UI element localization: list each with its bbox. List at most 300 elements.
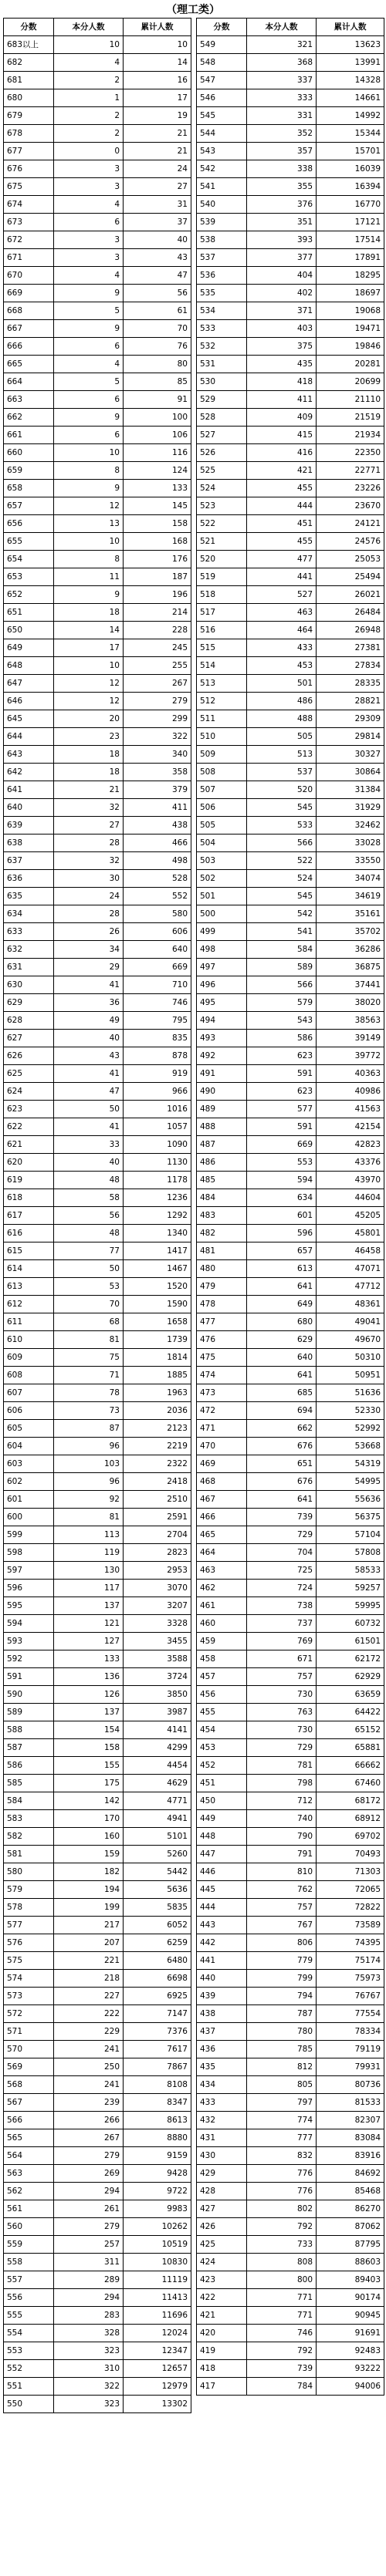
count-cell: 28 [54, 835, 124, 852]
table-row [197, 1349, 384, 1367]
score-cell: 524 [197, 480, 247, 497]
cumulative-cell: 40986 [317, 1083, 384, 1101]
table-row [197, 302, 384, 320]
score-cell: 553 [4, 2342, 54, 2360]
table-row [197, 2005, 384, 2023]
cumulative-cell: 4141 [124, 1721, 191, 1739]
score-cell: 443 [197, 1917, 247, 1934]
cumulative-cell: 26484 [317, 604, 384, 622]
count-cell: 451 [247, 515, 317, 533]
score-cell: 577 [4, 1917, 54, 1934]
cumulative-cell: 322 [124, 728, 191, 746]
cumulative-cell: 83084 [317, 2129, 384, 2147]
table-row [4, 1899, 191, 1917]
table-row [4, 2396, 191, 2413]
count-cell: 33 [54, 1136, 124, 1154]
table-row [4, 2271, 191, 2289]
count-cell: 433 [247, 639, 317, 657]
table-row [4, 1189, 191, 1207]
table-row [197, 1420, 384, 1438]
cumulative-cell: 45205 [317, 1207, 384, 1225]
cumulative-cell: 710 [124, 976, 191, 994]
table-row [197, 249, 384, 267]
cumulative-cell: 44604 [317, 1189, 384, 1207]
score-cell: 613 [4, 1278, 54, 1296]
table-row [197, 2165, 384, 2183]
cumulative-cell: 5260 [124, 1846, 191, 1863]
table-row [4, 1242, 191, 1260]
table-row [197, 1384, 384, 1402]
cumulative-cell: 2036 [124, 1402, 191, 1420]
score-cell: 461 [197, 1597, 247, 1615]
table-row [197, 409, 384, 427]
table-row [197, 941, 384, 959]
score-cell: 534 [197, 302, 247, 320]
score-cell: 596 [4, 1580, 54, 1597]
score-cell: 418 [197, 2360, 247, 2378]
score-cell: 541 [197, 178, 247, 196]
table-row [4, 852, 191, 870]
count-cell: 8 [54, 551, 124, 568]
table-row [4, 2342, 191, 2360]
table-row [197, 888, 384, 905]
count-cell: 533 [247, 817, 317, 835]
cumulative-cell: 33550 [317, 852, 384, 870]
count-cell: 781 [247, 1757, 317, 1775]
count-cell: 34 [54, 941, 124, 959]
count-cell: 776 [247, 2183, 317, 2200]
score-cell: 592 [4, 1650, 54, 1668]
table-row [197, 338, 384, 356]
table-row [4, 196, 191, 214]
score-cell: 496 [197, 976, 247, 994]
table-row [197, 1331, 384, 1349]
count-cell: 289 [54, 2271, 124, 2289]
table-row [197, 1704, 384, 1721]
score-cell: 487 [197, 1136, 247, 1154]
score-cell: 542 [197, 160, 247, 178]
table-row [197, 994, 384, 1012]
score-cell: 440 [197, 1970, 247, 1988]
table-row [4, 2200, 191, 2218]
cumulative-cell: 29309 [317, 710, 384, 728]
table-row [197, 1721, 384, 1739]
count-cell: 28 [54, 905, 124, 923]
cumulative-cell: 27381 [317, 639, 384, 657]
cumulative-cell: 3850 [124, 1686, 191, 1704]
table-row [197, 2041, 384, 2058]
cumulative-cell: 7147 [124, 2005, 191, 2023]
score-cell: 563 [4, 2165, 54, 2183]
table-row [197, 391, 384, 409]
count-cell: 18 [54, 746, 124, 764]
count-cell: 170 [54, 1810, 124, 1828]
cumulative-cell: 79931 [317, 2058, 384, 2076]
table-row [197, 2342, 384, 2360]
table-row [4, 923, 191, 941]
cumulative-cell: 93222 [317, 2360, 384, 2378]
count-cell: 133 [54, 1650, 124, 1668]
cumulative-cell: 133 [124, 480, 191, 497]
table-row [197, 444, 384, 462]
count-cell: 792 [247, 2342, 317, 2360]
cumulative-cell: 14 [124, 54, 191, 72]
score-cell: 641 [4, 781, 54, 799]
score-cell: 455 [197, 1704, 247, 1721]
cumulative-cell: 72822 [317, 1899, 384, 1917]
count-cell: 78 [54, 1384, 124, 1402]
table-row [197, 462, 384, 480]
score-cell: 422 [197, 2289, 247, 2307]
count-cell: 800 [247, 2271, 317, 2289]
cumulative-cell: 1520 [124, 1278, 191, 1296]
score-cell: 617 [4, 1207, 54, 1225]
count-cell: 501 [247, 675, 317, 693]
count-cell: 96 [54, 1438, 124, 1455]
cumulative-cell: 42823 [317, 1136, 384, 1154]
cumulative-cell: 89403 [317, 2271, 384, 2289]
count-cell: 377 [247, 249, 317, 267]
score-cell: 629 [4, 994, 54, 1012]
score-cell: 560 [4, 2218, 54, 2236]
table-row [197, 568, 384, 586]
count-cell: 444 [247, 497, 317, 515]
cumulative-cell: 80 [124, 356, 191, 373]
cumulative-cell: 1467 [124, 1260, 191, 1278]
table-row [197, 36, 384, 54]
count-cell: 662 [247, 1420, 317, 1438]
count-cell: 199 [54, 1899, 124, 1917]
table-row [197, 1917, 384, 1934]
count-cell: 441 [247, 568, 317, 586]
cumulative-cell: 20281 [317, 356, 384, 373]
count-cell: 9 [54, 320, 124, 338]
table-row [4, 1828, 191, 1846]
table-row [4, 2254, 191, 2271]
score-cell: 612 [4, 1296, 54, 1313]
score-cell: 571 [4, 2023, 54, 2041]
score-table-left-body [4, 36, 191, 2413]
score-cell: 512 [197, 693, 247, 710]
cumulative-cell: 46458 [317, 1242, 384, 1260]
table-row [4, 2041, 191, 2058]
score-cell: 656 [4, 515, 54, 533]
count-cell: 730 [247, 1721, 317, 1739]
cumulative-cell: 3455 [124, 1633, 191, 1650]
table-row [197, 2129, 384, 2147]
table-row [197, 710, 384, 728]
count-cell: 2 [54, 107, 124, 125]
cumulative-cell: 17 [124, 89, 191, 107]
cumulative-cell: 1590 [124, 1296, 191, 1313]
count-cell: 9 [54, 409, 124, 427]
table-row [197, 2058, 384, 2076]
count-cell: 409 [247, 409, 317, 427]
cumulative-cell: 34619 [317, 888, 384, 905]
cumulative-cell: 57808 [317, 1544, 384, 1562]
cumulative-cell: 62929 [317, 1668, 384, 1686]
cumulative-cell: 5442 [124, 1863, 191, 1881]
cumulative-cell: 228 [124, 622, 191, 639]
score-cell: 548 [197, 54, 247, 72]
table-row [4, 1721, 191, 1739]
score-cell: 516 [197, 622, 247, 639]
count-cell: 333 [247, 89, 317, 107]
cumulative-cell: 28821 [317, 693, 384, 710]
table-row [197, 1757, 384, 1775]
score-cell: 608 [4, 1367, 54, 1384]
cumulative-cell: 77554 [317, 2005, 384, 2023]
cumulative-cell: 78334 [317, 2023, 384, 2041]
table-row [4, 1491, 191, 1509]
cumulative-cell: 9428 [124, 2165, 191, 2183]
score-cell: 665 [4, 356, 54, 373]
count-cell: 241 [54, 2041, 124, 2058]
cumulative-cell: 11696 [124, 2307, 191, 2325]
cumulative-cell: 21 [124, 125, 191, 143]
table-row [197, 2094, 384, 2112]
score-cell: 602 [4, 1473, 54, 1491]
score-cell: 506 [197, 799, 247, 817]
count-cell: 310 [54, 2360, 124, 2378]
cumulative-cell: 6925 [124, 1988, 191, 2005]
cumulative-cell: 35702 [317, 923, 384, 941]
count-cell: 328 [54, 2325, 124, 2342]
score-cell: 546 [197, 89, 247, 107]
table-row [4, 905, 191, 923]
cumulative-cell: 8880 [124, 2129, 191, 2147]
score-cell: 609 [4, 1349, 54, 1367]
score-cell: 439 [197, 1988, 247, 2005]
count-cell: 584 [247, 941, 317, 959]
score-cell: 593 [4, 1633, 54, 1650]
cumulative-cell: 9983 [124, 2200, 191, 2218]
cumulative-cell: 48361 [317, 1296, 384, 1313]
table-row [197, 657, 384, 675]
count-cell: 676 [247, 1473, 317, 1491]
score-cell: 497 [197, 959, 247, 976]
count-cell: 0 [54, 143, 124, 160]
count-cell: 81 [54, 1331, 124, 1349]
score-cell: 447 [197, 1846, 247, 1863]
table-row [197, 1775, 384, 1792]
count-cell: 58 [54, 1189, 124, 1207]
count-cell: 24 [54, 888, 124, 905]
score-cell: 462 [197, 1580, 247, 1597]
cumulative-cell: 6698 [124, 1970, 191, 1988]
cumulative-cell: 2823 [124, 1544, 191, 1562]
cumulative-cell: 19846 [317, 338, 384, 356]
count-cell: 794 [247, 1988, 317, 2005]
count-cell: 730 [247, 1686, 317, 1704]
table-row [4, 1562, 191, 1580]
score-cell: 644 [4, 728, 54, 746]
cumulative-cell: 45801 [317, 1225, 384, 1242]
cumulative-cell: 1292 [124, 1207, 191, 1225]
table-row [4, 728, 191, 746]
count-cell: 790 [247, 1828, 317, 1846]
table-row [197, 1225, 384, 1242]
cumulative-cell: 91 [124, 391, 191, 409]
count-cell: 376 [247, 196, 317, 214]
count-cell: 9 [54, 285, 124, 302]
table-row [4, 1420, 191, 1438]
score-cell: 597 [4, 1562, 54, 1580]
score-cell: 586 [4, 1757, 54, 1775]
table-row [197, 1278, 384, 1296]
cumulative-cell: 1130 [124, 1154, 191, 1172]
table-row [4, 568, 191, 586]
count-cell: 771 [247, 2289, 317, 2307]
table-row [197, 2183, 384, 2200]
count-cell: 41 [54, 1065, 124, 1083]
table-row [197, 1012, 384, 1030]
count-cell: 767 [247, 1917, 317, 1934]
table-row [197, 1260, 384, 1278]
table-row [4, 1402, 191, 1420]
cumulative-cell: 158 [124, 515, 191, 533]
cumulative-cell: 68172 [317, 1792, 384, 1810]
count-cell: 477 [247, 551, 317, 568]
score-cell: 627 [4, 1030, 54, 1047]
count-cell: 704 [247, 1544, 317, 1562]
count-cell: 6 [54, 427, 124, 444]
score-cell: 651 [4, 604, 54, 622]
count-cell: 3 [54, 178, 124, 196]
cumulative-cell: 835 [124, 1030, 191, 1047]
count-cell: 266 [54, 2112, 124, 2129]
score-cell: 659 [4, 462, 54, 480]
cumulative-cell: 49670 [317, 1331, 384, 1349]
cumulative-cell: 66662 [317, 1757, 384, 1775]
cumulative-cell: 91691 [317, 2325, 384, 2342]
count-cell: 137 [54, 1597, 124, 1615]
cumulative-cell: 438 [124, 817, 191, 835]
table-row [4, 1881, 191, 1899]
cumulative-cell: 75973 [317, 1970, 384, 1988]
count-cell: 2 [54, 72, 124, 89]
table-row [197, 1580, 384, 1597]
table-row [4, 799, 191, 817]
table-row [197, 1509, 384, 1526]
cumulative-cell: 966 [124, 1083, 191, 1101]
score-cell: 595 [4, 1597, 54, 1615]
count-cell: 785 [247, 2041, 317, 2058]
table-row [197, 214, 384, 231]
cumulative-cell: 52330 [317, 1402, 384, 1420]
cumulative-cell: 37441 [317, 976, 384, 994]
table-row [197, 959, 384, 976]
cumulative-cell: 1417 [124, 1242, 191, 1260]
count-cell: 415 [247, 427, 317, 444]
cumulative-cell: 580 [124, 905, 191, 923]
table-row [197, 2254, 384, 2271]
table-row [4, 551, 191, 568]
cumulative-cell: 1340 [124, 1225, 191, 1242]
score-cell: 658 [4, 480, 54, 497]
count-cell: 241 [54, 2076, 124, 2094]
score-cell: 610 [4, 1331, 54, 1349]
count-cell: 403 [247, 320, 317, 338]
table-row [4, 2023, 191, 2041]
cumulative-cell: 22350 [317, 444, 384, 462]
score-cell: 575 [4, 1952, 54, 1970]
table-row [4, 2165, 191, 2183]
count-cell: 591 [247, 1118, 317, 1136]
count-cell: 787 [247, 2005, 317, 2023]
count-cell: 269 [54, 2165, 124, 2183]
table-row [4, 515, 191, 533]
score-cell: 606 [4, 1402, 54, 1420]
table-row [4, 1455, 191, 1473]
count-cell: 56 [54, 1207, 124, 1225]
score-cell: 468 [197, 1473, 247, 1491]
count-cell: 740 [247, 1810, 317, 1828]
cumulative-cell: 52992 [317, 1420, 384, 1438]
score-cell: 634 [4, 905, 54, 923]
cumulative-cell: 15701 [317, 143, 384, 160]
cumulative-cell: 56375 [317, 1509, 384, 1526]
cumulative-cell: 87795 [317, 2236, 384, 2254]
table-row [4, 391, 191, 409]
table-row [197, 2289, 384, 2307]
count-cell: 418 [247, 373, 317, 391]
cumulative-cell: 37 [124, 214, 191, 231]
table-row [4, 285, 191, 302]
count-cell: 657 [247, 1242, 317, 1260]
score-cell: 585 [4, 1775, 54, 1792]
score-cell: 489 [197, 1101, 247, 1118]
score-cell: 536 [197, 267, 247, 285]
score-cell: 429 [197, 2165, 247, 2183]
score-cell: 601 [4, 1491, 54, 1509]
cumulative-cell: 14992 [317, 107, 384, 125]
score-cell: 568 [4, 2076, 54, 2094]
score-cell: 552 [4, 2360, 54, 2378]
table-row [197, 2236, 384, 2254]
count-cell: 217 [54, 1917, 124, 1934]
table-row [197, 622, 384, 639]
score-cell: 493 [197, 1030, 247, 1047]
table-row [197, 1189, 384, 1207]
count-cell: 763 [247, 1704, 317, 1721]
table-row [4, 1544, 191, 1562]
score-cell: 531 [197, 356, 247, 373]
score-cell: 648 [4, 657, 54, 675]
table-row [4, 1296, 191, 1313]
score-cell: 442 [197, 1934, 247, 1952]
count-cell: 36 [54, 994, 124, 1012]
count-cell: 227 [54, 1988, 124, 2005]
count-cell: 261 [54, 2200, 124, 2218]
score-cell: 678 [4, 125, 54, 143]
count-cell: 10 [54, 444, 124, 462]
table-row [197, 1597, 384, 1615]
score-cell: 637 [4, 852, 54, 870]
cumulative-cell: 63659 [317, 1686, 384, 1704]
header-count: 本分人数 [247, 19, 317, 36]
count-cell: 746 [247, 2325, 317, 2342]
count-cell: 537 [247, 764, 317, 781]
cumulative-cell: 21 [124, 143, 191, 160]
cumulative-cell: 43 [124, 249, 191, 267]
count-cell: 159 [54, 1846, 124, 1863]
count-cell: 8 [54, 462, 124, 480]
count-cell: 337 [247, 72, 317, 89]
table-row [197, 1615, 384, 1633]
cumulative-cell: 65152 [317, 1721, 384, 1739]
score-cell: 446 [197, 1863, 247, 1881]
